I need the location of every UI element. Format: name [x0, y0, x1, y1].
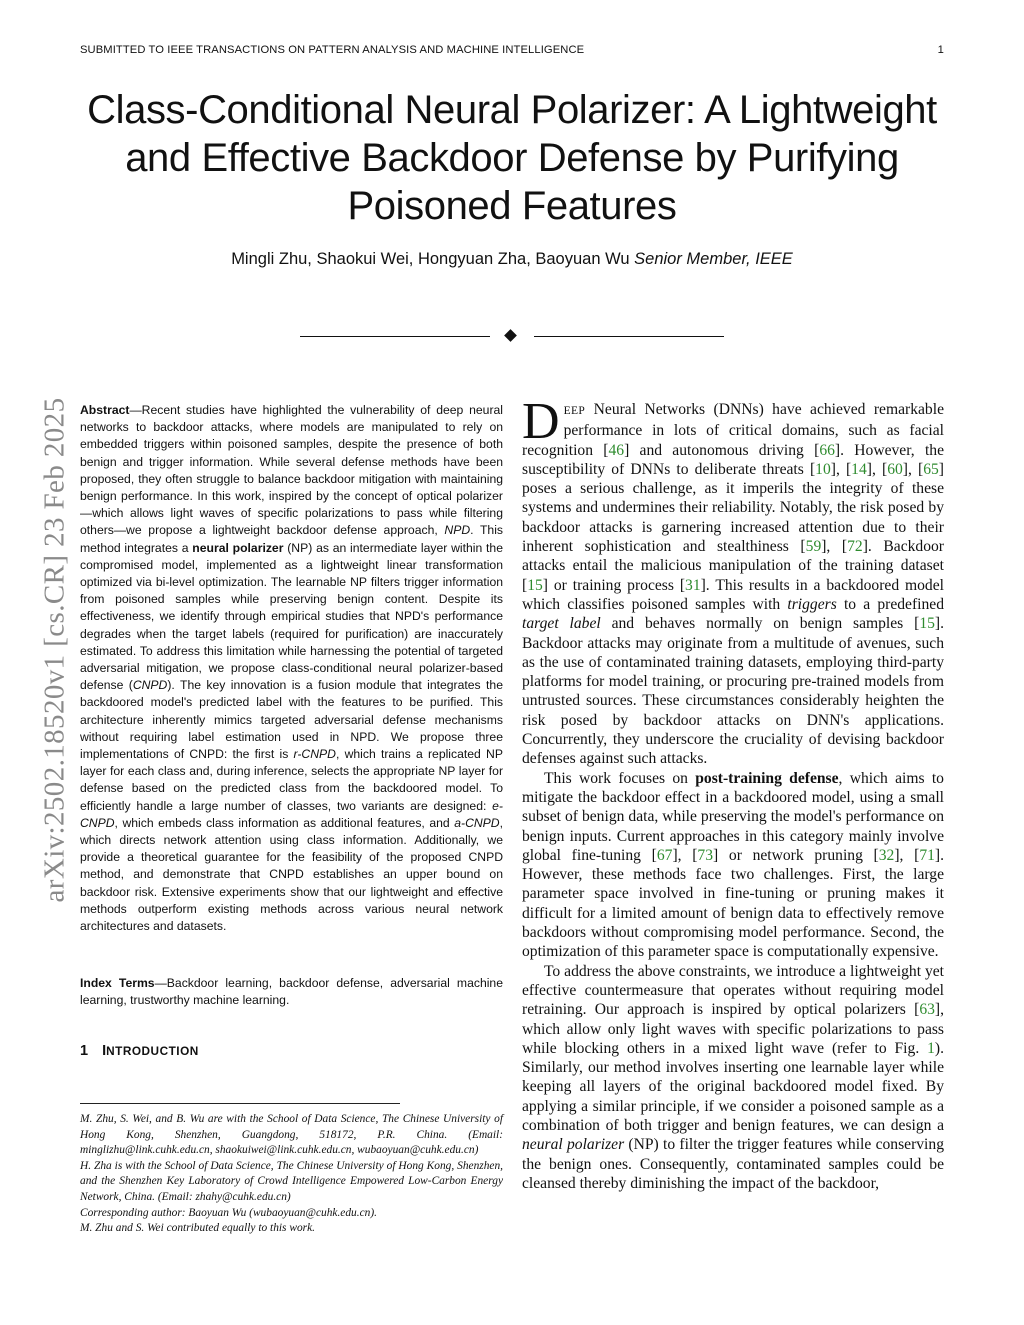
- abstract-em: e-CNPD: [80, 798, 503, 830]
- abstract-em: r-CNPD: [293, 747, 336, 762]
- footnote: Corresponding author: Baoyuan Wu (wubaoyuan@cuhk.edu.cn).: [80, 1206, 377, 1219]
- abstract-text: , which embeds class information as additional features, and: [114, 815, 455, 830]
- abstract-text: , which directs network attention using class information. Additionally, we provide a theoretical guarantee for the feasibility of the proposed CNPD method, and demonstrate that CNPD establishes an upper bound on backdoor risk. Extensive experiments show that our lightweight and effective methods outperform existing methods across various neural network architectures and datasets.: [80, 815, 503, 934]
- body-column: [522, 393, 945, 1193]
- footnote: H. Zha is with the School of Data Science, The Chinese University of Hong Kong, Shenzhen, and the Shenzhen Key Laboratory of Crowd Intelligence Empowered Low-Carbon Energy Network, China. (Email: zhahy@cuhk.edu.cn): [80, 1159, 503, 1203]
- citation-link[interactable]: 46: [608, 441, 625, 459]
- paragraph: This work focuses on post-training defense, which aims to mitigate the backdoor effect in a backdoored model, using a small subset of benign data, while preserving the model's performance on benign inputs. Current approaches in this category mainly involve global fine-tuning [67], [73] or network pruning [32], [71]. However, these methods face two challenges. First, the large parameter space involved in fine-tuning or pruning makes it difficult for a limited amount of benign data to effectively remove backdoors without compromising model performance. Second, the optimization of this parameter space is computationally expensive.: [522, 769, 945, 961]
- abstract-em: a-CNPD: [454, 815, 500, 830]
- diamond-ornament-icon: [504, 329, 517, 342]
- arxiv-stamp: arXiv:2502.18520v1 [cs.CR] 23 Feb 2025: [38, 397, 71, 903]
- citation-link[interactable]: 71: [919, 846, 935, 864]
- title-line: and Effective Backdoor Defense by Purifying: [125, 136, 899, 180]
- small-caps: EEP: [563, 405, 586, 417]
- running-title: SUBMITTED TO IEEE TRANSACTIONS ON PATTERN ANALYSIS AND MACHINE INTELLIGENCE: [80, 44, 585, 56]
- paragraph: To address the above constraints, we introduce a lightweight yet effective countermeasure that operates without requiring model retraining. Our approach is inspired by optical polarizers [63], which allow only light waves with specific polarizations to pass while blocking others in a mixed light wave (refer to Fig. 1). Similarly, our method involves inserting one learnable layer while keeping all layers of the original backdoored model fixed. By applying a similar principle, if we consider a poisoned sample as a combination of both trigger and benign features, we can design a neural polarizer (NP) to filter the trigger features while conserving the benign ones. Consequently, contaminated samples could be cleansed thereby diminishing the impact of the backdoor,: [522, 962, 944, 1192]
- paragraph: DEEP Neural Networks (DNNs) have achieved remarkable performance in lots of critical domains, such as facial recognition [46] and autonomous driving [66]. However, the susceptibility of DNNs to deliberate threats [10], [14], [60], [65] poses a serious challenge, as it imperils the integrity of these systems and undermines their reliability. Notably, the risk posed by backdoor attacks is garnering increased attention due to their inherent sophistication and stealthiness [59], [72]. Backdoor attacks entail the malicious manipulation of the training dataset [15] or training process [31]. This results in a backdoored model which classifies poisoned samples with triggers to a predefined target label and behaves normally on benign samples [15]. Backdoor attacks may originate from a multitude of avenues, such as the use of contaminated training datasets, employing third-party platforms for model training, or procuring pre-trained models from untrusted sources. These circumstances considerably heighten the risk posed by backdoor attacks on DNN's applications. Concurrently, they underscore the cruciality of devising backdoor defenses against such attacks.: [522, 393, 945, 768]
- citation-link[interactable]: 32: [878, 846, 895, 864]
- footnotes: [80, 1112, 503, 1237]
- title-line: Class-Conditional Neural Polarizer: A Lightweight: [87, 88, 937, 132]
- section-initial: I: [102, 1043, 107, 1059]
- author-membership: Senior Member, IEEE: [634, 250, 793, 268]
- citation-link[interactable]: 73: [697, 846, 714, 864]
- citation-link[interactable]: 10: [815, 460, 831, 478]
- title-line: Poisoned Features: [347, 184, 677, 228]
- title-divider: [300, 328, 724, 344]
- footnote: M. Zhu, S. Wei, and B. Wu are with the School of Data Science, The Chinese University of Hong Kong, Shenzhen, Guangdong, 518172, P.R. China. (Email: minglizhu@link.cuhk.edu.cn, shaokuiwei@link.cuhk.edu.cn, wubaoyuan@cuhk.edu.cn): [80, 1113, 503, 1157]
- emphasis: neural polarizer: [522, 1136, 625, 1154]
- abstract-bold: polarizer: [232, 540, 284, 555]
- footnote-rule: [80, 1103, 400, 1104]
- citation-link[interactable]: 15: [527, 576, 543, 594]
- emphasis: target label: [522, 615, 601, 633]
- abstract-text: —Recent studies have highlighted the vulnerability of deep neural networks to backdoor attacks, where models are manipulated to rely on embedded triggers within poisoned samples, despite the presence of both benign and trigger information. While several defense methods have been proposed, they often struggle to balance backdoor mitigation with maintaining benign performance. In this work, inspired by the concept of optical polarizer—which allows light waves of specific polarizations to pass while filtering others—we propose a lightweight backdoor defense approach,: [80, 403, 503, 538]
- citation-link[interactable]: 63: [919, 1001, 935, 1019]
- index-terms-text: —Backdoor learning, backdoor defense, adversarial machine learning, trustworthy machine learning.: [80, 976, 503, 1008]
- section-heading: [80, 1043, 199, 1059]
- abstract-text: . This method integrates a: [80, 523, 503, 555]
- citation-link[interactable]: 59: [805, 538, 822, 556]
- divider-line: [534, 336, 724, 337]
- abstract-text: (NP) as an intermediate layer within the compromised model, implemented as a lightweight linear transformation optimized via bi-level optimization. The learnable NP filters trigger information from poisoned samples while preserving benign content. Despite its effectiveness, we identify through empirical studies that NPD's performance degrades when the target labels (required for purification) are inaccurately estimated. To address this limitation while harnessing the potential of targeted adversarial mitigation, we propose class-conditional neural polarizer-based defense (: [80, 540, 503, 693]
- figure-link[interactable]: 1: [927, 1039, 935, 1057]
- abstract-text: , which trains a replicated NP layer for each class and, during inference, selects the appropriate NP layer for defense based on the predicted class from the backdoored model. To efficiently handle a large number of classes, two variants are designed:: [80, 747, 503, 813]
- footnote: M. Zhu and S. Wei contributed equally to this work.: [80, 1222, 315, 1235]
- citation-link[interactable]: 60: [887, 460, 903, 478]
- citation-link[interactable]: 66: [819, 441, 835, 459]
- index-terms: [80, 975, 503, 1009]
- citation-link[interactable]: 67: [656, 846, 673, 864]
- abstract-label: Abstract: [80, 403, 130, 417]
- abstract-bold: neural: [192, 540, 229, 555]
- section-number: 1: [80, 1043, 89, 1059]
- citation-link[interactable]: 15: [919, 615, 935, 633]
- author-list: [80, 250, 944, 269]
- citation-link[interactable]: 72: [847, 538, 863, 556]
- section-title-rest: NTRODUCTION: [106, 1044, 199, 1058]
- index-terms-label: Index Terms: [80, 976, 155, 990]
- divider-line: [300, 336, 490, 337]
- abstract-em: NPD: [444, 523, 471, 538]
- bold-term: post-training defense: [695, 769, 839, 787]
- abstract: [80, 402, 503, 935]
- page-number: 1: [937, 44, 944, 56]
- citation-link[interactable]: 31: [685, 576, 701, 594]
- citation-link[interactable]: 14: [851, 460, 867, 478]
- author-names: Mingli Zhu, Shaokui Wei, Hongyuan Zha, Baoyuan Wu: [231, 250, 630, 268]
- citation-link[interactable]: 65: [923, 460, 939, 478]
- drop-cap: D: [522, 393, 560, 450]
- running-header: [80, 44, 944, 56]
- abstract-em: CNPD: [132, 678, 168, 693]
- emphasis: triggers: [787, 595, 837, 613]
- abstract-text: ). The key innovation is a fusion module that integrates the backdoored model's predicted label with the features to be purified. This architecture inherently mimics targeted adversarial defense mechanisms without requiring label estimation used in NPD. We propose three implementations of CNPD: the first is: [80, 678, 503, 762]
- paper-title: [70, 86, 954, 230]
